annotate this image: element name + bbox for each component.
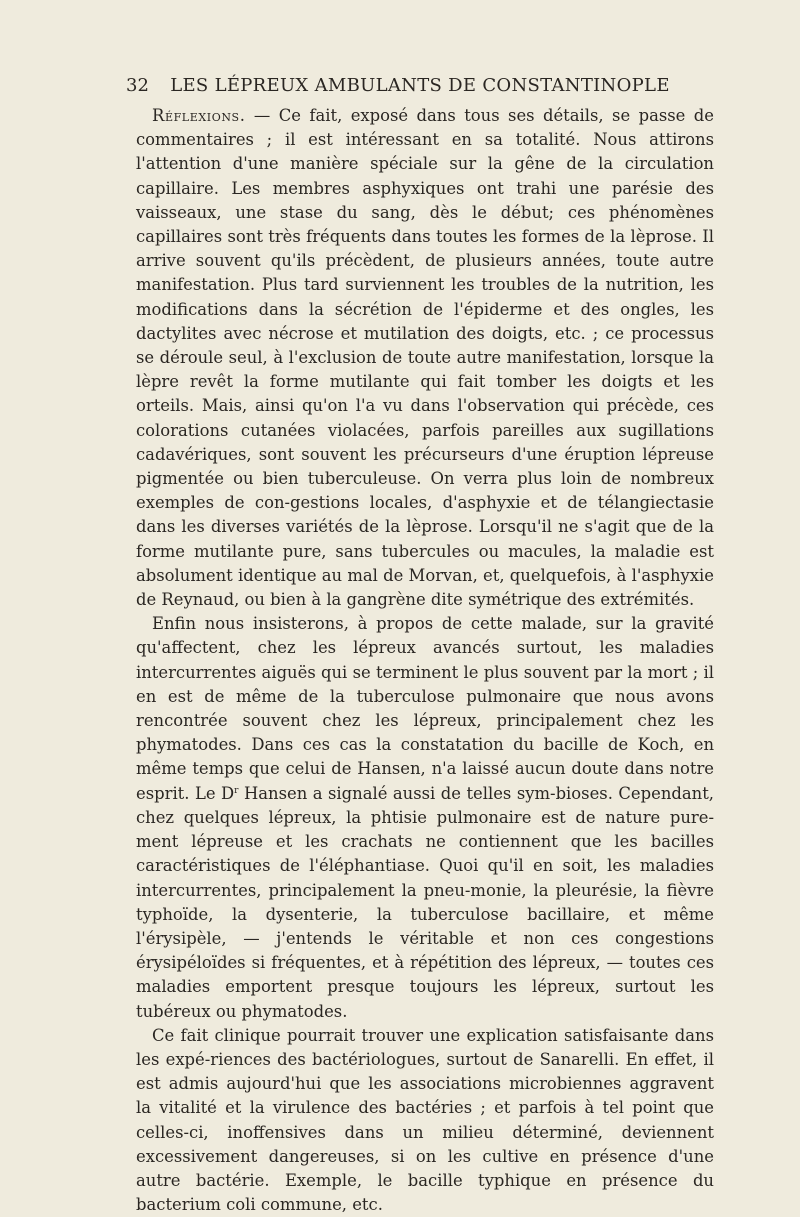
superscript-r: r	[234, 785, 239, 796]
paragraph-1-text: — Ce fait, exposé dans tous ses détails, se passe de commentaires ; il est intéressant en sa totalité. Nous attirons l'attention d'une manière spéciale sur la gêne de la circulation capillaire. Les membres asphyxiques ont trahi une parésie des vaisseaux, une stase du sang, dès le début; ces phénomènes capillaires sont très fréquents dans toutes les formes de la lèprose. Il arrive souvent qu'ils précèdent, de plusieurs années, toute autre manifestation. Plus tard surviennent les troubles de la nutrition, les modifications dans la sécrétion de l'épiderme et des ongles, les dactylites avec nécrose et mutilation des doigts, etc. ; ce processus se déroule seul, à l'exclusion de toute autre manifestation, lorsque la lèpre revêt la forme mutilante qui fait tomber les doigts et les orteils. Mais, ainsi qu'on l'a vu dans l'observation qui précède, ces colorations cutanées violacées, parfois pareilles aux sugillations cadavériques, sont souvent les précurseurs d'une éruption lépreuse pigmentée ou bien tuberculeuse. On verra plus loin de nombreux exemples de con-gestions locales, d'asphyxie et de télangiectasie dans les diverses variétés de la lèprose. Lorsqu'il ne s'agit que de la forme mutilante pure, sans tubercules ou macules, la maladie est absolument identique au mal de Morvan, et, quelquefois, à l'asphyxie de Reynaud, ou bien à la gangrène dite symétrique des extrémités.	[136, 106, 714, 610]
paragraph-3-text: Ce fait clinique pourrait trouver une explication satisfaisante dans les expé-riences des bactériologues, surtout de Sanarelli. En effet, il est admis aujourd'hui que les associations microbiennes aggravent la vitalité et la virulence des bactéries ; et parfois à tel point que celles-ci, inoffensives dans un milieu déterminé, deviennent excessivement dangereuses, si on les cultive en présence d'une autre bactérie. Exemple, le bacille typhique en présence du bacterium coli commune, etc.	[136, 1025, 714, 1215]
paragraph-2-text-b: Hansen a signalé aussi de telles sym-bioses. Cependant, chez quelques lépreux, la phtisie pulmonaire est de nature pure-ment lépreuse et les crachats ne contiennent que les bacilles caractéristiques de l'éléphantiase. Quoi qu'il en soit, les maladies intercurrentes, principalement la pneu-monie, la pleurésie, la fièvre typhoïde, la dysenterie, la tuberculose bacillaire, et même l'érysipèle, — j'entends le véritable et non ces congestions érysipéloïdes si fréquentes, et à répétition des lépreux, — toutes ces maladies emportent presque toujours les lépreux, surtout les tubéreux ou phymatodes.	[136, 783, 714, 1021]
body-text	[136, 104, 714, 1217]
paragraph-3	[136, 1024, 714, 1217]
paragraph-1	[136, 104, 714, 612]
running-title: LES LÉPREUX AMBULANTS DE CONSTANTINOPLE	[170, 75, 670, 96]
page-number: 32	[126, 75, 149, 96]
paragraph-2	[136, 612, 714, 1023]
paragraph-2-text-a: Enfin nous insisterons, à propos de cette malade, sur la gravité qu'affectent, chez les lépreux avancés surtout, les maladies intercurrentes aiguës qui se terminent le plus souvent par la mort ; il en est de même de la tuberculose pulmonaire que nous avons rencontrée souvent chez les lépreux, principalement chez les phymatodes. Dans ces cas la constatation du bacille de Koch, en même temps que celui de Hansen, n'a laissé aucun doute dans notre esprit. Le D	[136, 614, 714, 803]
running-head	[126, 74, 714, 98]
section-lead: Réflexions.	[152, 106, 246, 125]
